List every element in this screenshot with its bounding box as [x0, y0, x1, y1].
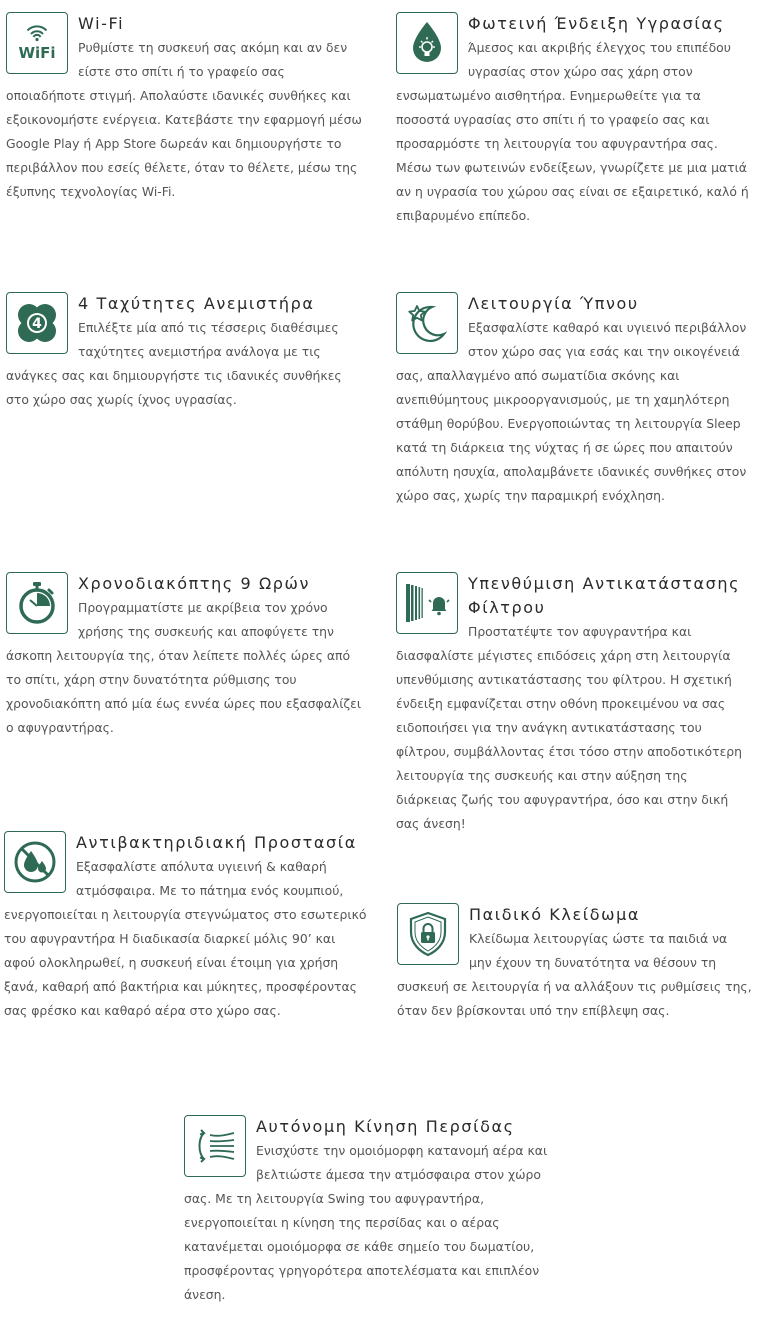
feature-timer	[6, 572, 368, 740]
feature-description: Επιλέξτε μία από τις τέσσερις διαθέσιμες ταχύτητες ανεμιστήρα ανάλογα με τις ανάγκες σας και δημιουργήστε τις ιδανικές συνθήκες στο χώρο σας χωρίς ίχνος υγρασίας.	[6, 320, 342, 407]
feature-description: Ενισχύστε την ομοιόμορφη κατανομή αέρα και βελτιώστε άμεσα την ατμόσφαιρα στον χώρο σας. Με τη λειτουργία Swing του αφυγραντήρα, ενεργοποιείται η κίνηση της περσίδας και ο αέρας κατανέμεται ομοιόμορφα σε κάθε σημείο του δωματίου, προσφέροντας γρηγορότερα αποτελέσματα και επιπλέον άνεση.	[184, 1143, 548, 1302]
feature-title: Φωτεινή Ένδειξη Υγρασίας	[468, 14, 725, 33]
feature-title: Wi-Fi	[78, 14, 125, 33]
fan-speeds-icon-text: 4	[32, 316, 42, 332]
feature-humidity-indicator	[396, 12, 752, 228]
feature-title: Αυτόνομη Κίνηση Περσίδας	[256, 1117, 515, 1136]
feature-title: 4 Ταχύτητες Ανεμιστήρα	[78, 294, 315, 313]
swing-louver-icon	[184, 1115, 246, 1177]
feature-description: Κλείδωμα λειτουργίας ώστε τα παιδιά να μην έχουν τη δυνατότητα να θέσουν τη συσκευή σε λειτουργία ή να αλλάξουν τις ρυθμίσεις της, όταν δεν βρίσκονται υπό την επίβλεψη σας.	[397, 931, 752, 1018]
filter-bell-icon	[396, 572, 458, 634]
fan-speeds-icon	[6, 292, 68, 354]
feature-title: Λειτουργία Ύπνου	[468, 294, 639, 313]
humidity-drop-icon	[396, 12, 458, 74]
feature-fan-speeds	[6, 292, 368, 412]
feature-child-lock	[397, 903, 752, 1023]
feature-antibacterial	[4, 831, 368, 1023]
feature-description: Προγραμματίστε με ακρίβεια τον χρόνο χρήσης της συσκευής και αποφύγετε την άσκοπη λειτουργία της, όταν λείπετε πολλές ώρες από το σπίτι, χάρη στην δυνατότητα ρύθμισης του χρονοδιακόπτη από μία έως εννέα ώρες που εξασφαλίζει ο αφυγραντήρας.	[6, 600, 362, 735]
feature-title: Χρονοδιακόπτης 9 Ωρών	[78, 574, 311, 593]
feature-title: Αντιβακτηριδιακή Προστασία	[76, 833, 357, 852]
feature-swing-louver	[184, 1115, 548, 1307]
moon-star-icon	[396, 292, 458, 354]
wifi-icon-text: WiFi	[18, 44, 56, 62]
feature-description: Προστατέψτε τον αφυγραντήρα και διασφαλίστε μέγιστες επιδόσεις χάρη στη λειτουργία υπενθύμισης αντικατάστασης του φίλτρου. Η σχετική ένδειξη εμφανίζεται στην οθόνη προκειμένου να σας ειδοποιήσει για την ανάγκη αντικατάστασης του φίλτρου, συμβάλλοντας έτσι τόσο στην αποδοτικότερη λειτουργία της συσκευής και στην αύξηση της διάρκειας ζωής του αφυγραντήρα, όσο και στην δική σας άνεση!	[396, 624, 742, 831]
stopwatch-icon	[6, 572, 68, 634]
wifi-icon	[6, 12, 68, 74]
feature-filter-reminder	[396, 572, 752, 836]
feature-description: Εξασφαλίστε απόλυτα υγιεινή & καθαρή ατμόσφαιρα. Με το πάτημα ενός κουμπιού, ενεργοποιείται η λειτουργία στεγνώματος στο εσωτερικό του αφυγραντήρα Η διαδικασία διαρκεί μόλις 90’ και αφού ολοκληρωθεί, η συσκευή είναι έτοιμη για χρήση ξανά, καθαρή από βακτήρια και μύκητες, προσφέροντας σας φρέσκο και καθαρό αέρα στο χώρο σας.	[4, 859, 367, 1018]
feature-wifi	[6, 12, 368, 204]
feature-sleep-mode	[396, 292, 752, 508]
feature-description: Εξασφαλίστε καθαρό και υγιεινό περιβάλλον στον χώρο σας για εσάς και την οικογένειά σας, απαλλαγμένο από σωματίδια σκόνης και ανεπιθύμητους μικροοργανισμούς, με τη χαμηλότερη στάθμη θορύβου. Ενεργοποιώντας τη λειτουργία Sleep κατά τη διάρκεια της νύχτας ή σε ώρες που απαιτούν απόλυτη ησυχία, απολαμβάνετε ιδανικές συνθήκες στον χώρο σας, χωρίς την παραμικρή ενόχληση.	[396, 320, 747, 503]
no-bacteria-icon	[4, 831, 66, 893]
child-lock-icon	[397, 903, 459, 965]
feature-title: Παιδικό Κλείδωμα	[469, 905, 641, 924]
feature-description: Άμεσος και ακριβής έλεγχος του επιπέδου υγρασίας στον χώρο σας χάρη στον ενσωματωμένο αισθητήρα. Ενημερωθείτε για τα ποσοστά υγρασίας στο σπίτι ή το γραφείο σας και προσαρμόστε τη λειτουργία του αφυγραντήρα σας. Μέσω των φωτεινών ενδείξεων, γνωρίζετε με μια ματιά αν η υγρασία του χώρου σας είναι σε εξαιρετικό, καλό ή επιβαρυμένο επίπεδο.	[396, 40, 749, 223]
feature-title: Υπενθύμιση Αντικατάστασης Φίλτρου	[468, 574, 741, 617]
feature-description: Ρυθμίστε τη συσκευή σας ακόμη και αν δεν είστε στο σπίτι ή το γραφείο σας οποιαδήποτε στιγμή. Απολαύστε ιδανικές συνθήκες και εξοικονομήστε ενέργεια. Κατεβάστε την εφαρμογή μέσω Google Play ή App Store δωρεάν και δημιουργήστε το περιβάλλον που εσείς θέλετε, όταν το θέλετε, μέσω της έξυπνης τεχνολογίας Wi-Fi.	[6, 40, 362, 199]
